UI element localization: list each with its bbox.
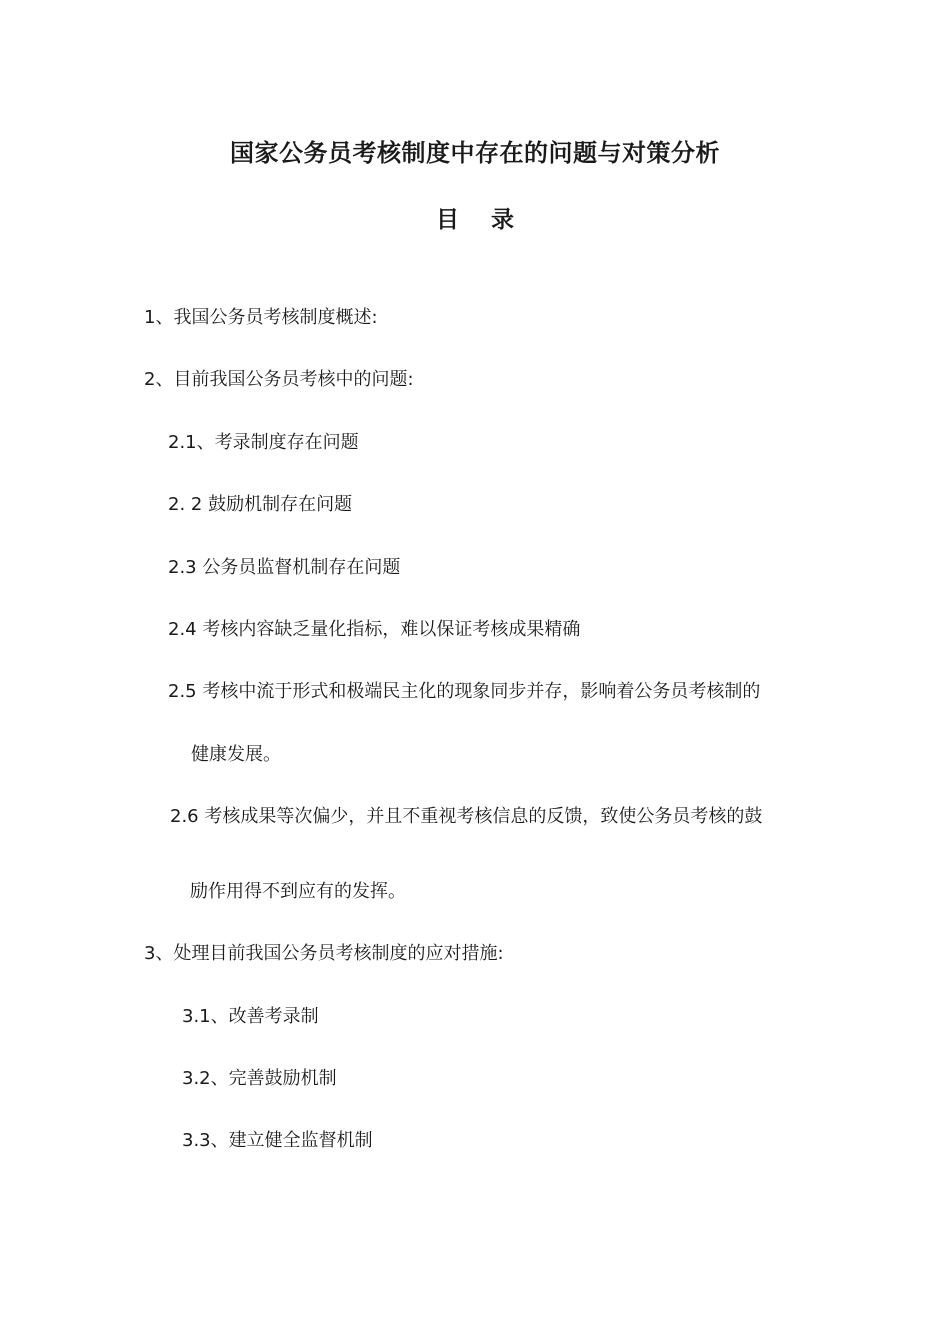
toc-item-2-3: 2.3 公务员监督机制存在问题: [168, 557, 401, 578]
toc-item-2-5: 2.5 考核中流于形式和极端民主化的现象同步并存，影响着公务员考核制的: [168, 681, 761, 702]
toc-item-2-2: 2. 2 鼓励机制存在问题: [168, 494, 353, 515]
toc-item-2-1: 2.1、考录制度存在问题: [168, 432, 359, 453]
toc-item-2-5-continued: 健康发展。: [191, 744, 281, 765]
toc-item-2-6-continued: 励作用得不到应有的发挥。: [190, 881, 406, 902]
toc-item-2: 2、目前我国公务员考核中的问题:: [144, 369, 414, 390]
toc-item-2-6: 2.6 考核成果等次偏少，并且不重视考核信息的反馈，致使公务员考核的鼓: [170, 806, 763, 827]
toc-item-3: 3、处理目前我国公务员考核制度的应对措施:: [144, 943, 504, 964]
toc-item-1: 1、我国公务员考核制度概述:: [144, 307, 378, 328]
toc-item-3-2: 3.2、完善鼓励机制: [182, 1068, 337, 1089]
toc-item-3-3: 3.3、建立健全监督机制: [182, 1130, 373, 1151]
toc-item-2-4: 2.4 考核内容缺乏量化指标，难以保证考核成果精确: [168, 619, 581, 640]
toc-heading: 目 录: [435, 207, 526, 233]
toc-item-3-1: 3.1、改善考录制: [182, 1006, 319, 1027]
document-title: 国家公务员考核制度中存在的问题与对策分析: [230, 139, 720, 167]
